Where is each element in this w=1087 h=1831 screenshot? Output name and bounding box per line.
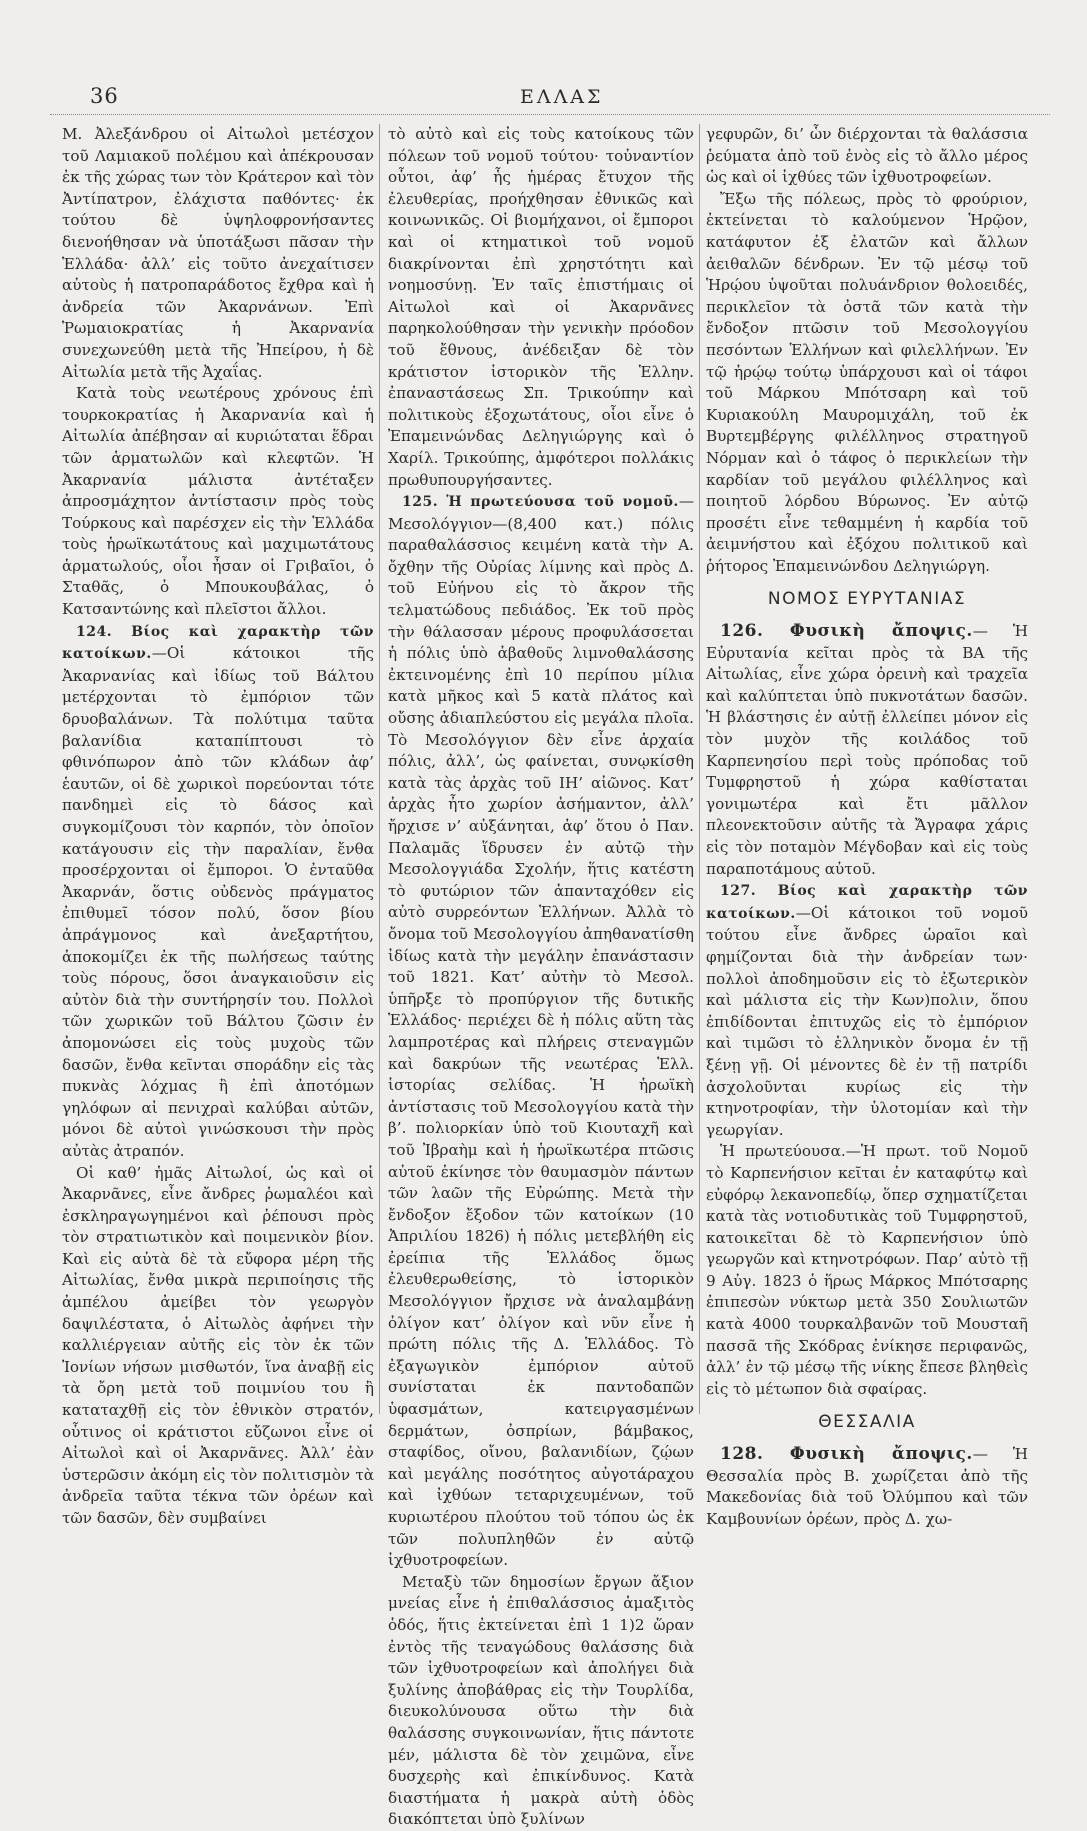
paragraph: Οἱ καθ’ ἡμᾶς Αἰτωλοί, ὡς καὶ οἱ Ἀκαρνᾶνες, εἶνε ἄνδρες ῥωμαλέοι καὶ ἐσκληραγωγημένοι καὶ ῥέπουσι πρὸς τὸν στρατιωτικὸν καὶ ποιμενικὸν βίον. Καὶ εἰς αὐτὰ δὲ τὰ εὔφορα μέρη τῆς Αἰτωλίας, ἔνθα μικρὰ περιποίησις τῆς ἀμπέλου ἀμείβει τὸν γεωργὸν δαψιλέστατα, ὁ Αἰτωλὸς ἀφήνει τὴν καλλιέργειαν αὐτῆς εἰς τὸν ἐκ τῶν Ἰονίων νήσων μισθωτόν, ἵνα ἀναβῇ εἰς τὰ ὄρη μετὰ τοῦ ποιμνίου του ἢ καταταχθῇ εἰς τὸν ἐθνικὸν στρατόν, οὗτινος οἱ κράτιστοι εὔζωνοι εἶνε οἱ Αἰτωλοὶ καὶ οἱ Ἀκαρνᾶνες. Ἀλλ’ ἐὰν ὑστερῶσιν ἀκόμη εἰς τὸν πολιτισμὸν τὰ ἀνδρεῖα ταῦτα τέκνα τῶν ὀρέων καὶ τῶν δασῶν, δὲν συμβαίνει <box>62 1163 374 1527</box>
paragraph: Μεταξὺ τῶν δημοσίων ἔργων ἄξιον μνείας εἶνε ἡ ἐπιθαλάσσιος ἁμαξιτὸς ὁδός, ἥτις ἐκτείνεται ἐπὶ 1 1)2 ὥραν ἐντὸς τῆς τεναγώδους θαλάσσης διὰ τῶν ἰχθυοτροφείων καὶ ἀπολήγει διὰ ξυλίνης ἀποβάθρας εἰς τὴν Τουρλίδα, διευκολύνουσα οὕτω τὴν διὰ θαλάσσης συγκοινωνίαν, ἥτις πάντοτε μέν, μάλιστα δὲ τὸν χειμῶνα, εἶνε δυσχερὴς καὶ ἐπικίνδυνος. Κατὰ διαστήματα ἡ μακρὰ αὐτὴ ὁδὸς διακόπτεται ὑπὸ ξυλίνων <box>388 1572 694 1829</box>
paragraph: γεφυρῶν, δι’ ὧν διέρχονται τὰ θαλάσσια ῥεύματα ἀπὸ τοῦ ἑνὸς εἰς τὸ ἄλλο μέρος ὡς καὶ οἱ ἰχθύες τῶν ἰχθυοτροφείων. <box>706 125 1028 187</box>
text-column-3 <box>706 124 1028 1528</box>
section-128 <box>706 1444 1028 1530</box>
region-title: ΘΕΣΣΑΛΙΑ <box>818 1412 916 1433</box>
section-124 <box>62 621 374 1163</box>
section-heading: 125. Ἡ πρωτεύουσα τοῦ νομοῦ. <box>402 494 679 511</box>
section-heading: 126. Φυσικὴ ἄποψις. <box>720 621 973 642</box>
capital-paragraph <box>706 1141 1028 1400</box>
column-separator-1 <box>379 124 380 1414</box>
section-heading: 127. Βίος καὶ χαρακτὴρ τῶν κατοίκων. <box>706 883 1028 922</box>
nomos-title: ΝΟΜΟΣ ΕΥΡΥΤΑΝΙΑΣ <box>767 589 967 610</box>
header-rule <box>50 114 1050 115</box>
text-column-2 <box>388 124 694 1829</box>
subsection-heading: Ἡ πρωτεύουσα. <box>720 1142 846 1161</box>
paragraph: Ἔξω τῆς πόλεως, πρὸς τὸ φρούριον, ἐκτείνεται τὸ καλούμενον Ἡρῷον, κατάφυτον ἐξ ἐλατῶν καὶ ἄλλων ἀειθαλῶν δένδρων. Ἐν τῷ μέσῳ τοῦ Ἡρῴου ὑψοῦται πολυάνδριον θολοειδές, περικλεῖον τὰ ὀστᾶ τῶν κατὰ τὴν ἔνδοξον πτῶσιν τοῦ Μεσολογγίου πεσόντων Ἑλλήνων καὶ φιλελλήνων. Ἐν τῷ ἡρῴῳ τούτῳ ὑπάρχουσι καὶ οἱ τάφοι τοῦ Μάρκου Μπότσαρη καὶ τοῦ Κυριακούλη Μαυρομιχάλη, τοῦ ἐκ Βυρτεμβέργης φιλέλληνος στρατηγοῦ Νόρμαν καὶ ὁ τάφος ὁ περικλείων τὴν καρδίαν τοῦ μεγάλου φιλέλληνος καὶ ποιητοῦ λόρδου Βύρωνος. Ἐν αὐτῷ προσέτι εἶνε τεθαμμένη ἡ καρδία τοῦ ἀειμνήστου καὶ ἐξόχου πολιτικοῦ καὶ ῥήτορος Ἐπαμεινώνδου Δεληγιώργη. <box>706 189 1028 575</box>
section-text: — Μεσολόγγιον—(8,400 κατ.) πόλις παραθαλάσσιος κειμένη κατὰ τὴν Α. ὄχθην τῆς Οὐρίας λίμνης καὶ πρὸς Δ. τοῦ Εὐήνου εἰς τὸ ἄκρον τῆς τελματώδους πεδιάδος. Ἐκ τοῦ πρὸς τὴν θάλασσαν μέρους προφυλάσσεται ἡ πόλις ὑπὸ ἀβαθοῦς λιμνοθαλάσσης ἐκτεινομένης ἐπὶ 10 περίπου μίλια κατὰ μῆκος καὶ 5 κατὰ πλάτος καὶ οὔσης ἀδιαπλεύστου εἰς μεγάλα πλοῖα. Τὸ Μεσολόγγιον δὲν εἶνε ἀρχαία πόλις, ἀλλ’, ὡς φαίνεται, συνῳκίσθη κατὰ τὰς ἀρχὰς τοῦ ΙΗ’ αἰῶνος. Κατ’ ἀρχὰς ἦτο χωρίον ἀσήμαντον, ἀλλ’ ἤρχισε ν’ αὐξάνηται, ἀφ’ ὅτου ὁ Παν. Παλαμᾶς ἵδρυσεν ἐν αὐτῷ τὴν Μεσολογγιάδα Σχολήν, ἥτις κατέστη τὸ φυτώριον τῶν ἀπανταχόθεν εἰς αὐτὸ συρρεόντων Ἑλλήνων. Ἀλλὰ τὸ ὄνομα τοῦ Μεσολογγίου ἀπηθανατίσθη ἰδίως κατὰ τὴν μεγάλην ἐπανάστασιν τοῦ 1821. Κατ’ αὐτὴν τὸ Μεσολ. ὑπῆρξε τὸ προπύργιον τῆς δυτικῆς Ἑλλάδος· περιέχει δὲ ἡ πόλις αὕτη τὰς λαμπροτέρας καὶ πλήρεις στεναγμῶν καὶ δακρύων τῆς νεωτέρας Ἑλλ. ἱστορίας σελίδας. Ἡ ἡρωϊκὴ ἀντίστασις τοῦ Μεσολογγίου κατὰ τὴν β’. πολιορκίαν ὑπὸ τοῦ Κιουταχῆ καὶ τοῦ Ἰβραὴμ καὶ ἡ ἡρωϊκωτέρα πτῶσις αὐτοῦ ἐκίνησε τὸν θαυμασμὸν πάντων τῶν λαῶν τῆς Εὐρώπης. Μετὰ τὴν ἔνδοξον ἔξοδον τῶν κατοίκων (10 Ἀπριλίου 1826) ἡ πόλις μετεβλήθη εἰς ἐρείπια τῆς Ἑλλάδος ὅμως ἐλευθερωθείσης, τὸ ἱστορικὸν Μεσολόγγιον ἤρχισε νὰ ἀναλαμβάνῃ ὀλίγον κατ’ ὀλίγον καὶ νῦν εἶνε ἡ πρώτη πόλις τῆς Δ. Ἑλλάδος. Τὸ ἐξαγωγικὸν ἐμπόριον αὐτοῦ συνίσταται ἐκ παντοδαπῶν ὑφασμάτων, κατειργασμένων δερμάτων, ὀσπρίων, βάμβακος, σταφίδος, οἴνου, βαλανιδίων, ζῴων καὶ μεγάλης ποσότητος αὐγοτάραχου καὶ ἰχθύων τεταριχευμένων, τοῦ κυριωτέρου πλούτου τοῦ τόπου ὡς ἐκ τῶν πολυπληθῶν ἐν αὐτῷ ἰχθυοτροφείων. <box>388 492 694 1570</box>
section-text: — Ἡ Εὐρυτανία κεῖται πρὸς τὰ ΒΑ τῆς Αἰτωλίας, εἶνε χώρα ὀρεινὴ καὶ τραχεῖα καὶ καλύπτεται ὑπὸ πυκνοτάτων δασῶν. Ἡ βλάστησις ἐν αὐτῇ ἐλλείπει μόνον εἰς τὸν μυχὸν τῆς κοιλάδος τοῦ Καρπενησίου περὶ τοὺς πρόποδας τοῦ Τυμφρηστοῦ ἡ χώρα καθίσταται γονιμωτέρα καὶ ἔτι μᾶλλον πλεονεκτοῦσιν αὐτῆς τὰ Ἄγραφα χάρις εἰς τὸν ποταμὸν Μέγδοβαν καὶ εἰς τοὺς παραποτάμους αὐτοῦ. <box>706 622 1028 878</box>
section-127 <box>706 880 1028 1141</box>
section-text: —Οἱ κάτοικοι τῆς Ἀκαρνανίας καὶ ἰδίως τοῦ Βάλτου μετέρχονται τὸ ἐμπόριον τῶν δρυοβαλάνων. Τὰ πολύτιμα ταῦτα βαλανίδια καταπίπτουσι τὸ φθινόπωρον ἀπὸ τῶν κλάδων ἀφ’ ἑαυτῶν, οἱ δὲ χωρικοὶ πορεύονται τότε πανδημεὶ εἰς τὸ δάσος καὶ συγκομίζουσι τὸν καρπόν, τὸν ὁποῖον κατάγουσιν εἰς τὴν παραλίαν, ἔνθα προσέρχονται οἱ ἔμποροι. Ὁ ἐνταῦθα Ἀκαρνάν, ὅστις οὐδενὸς πράγματος ἐπιθυμεῖ τόσον πολύ, ὅσον βίου ἀπράγμονος καὶ ἀνεξαρτήτου, ἀποκομίζει ἐκ τῆς πωλήσεως ταύτης τοὺς πόρους, ὅσοι ἀναγκαιοῦσιν εἰς αὐτὸν διὰ τὴν συντήρησίν του. Πολλοὶ τῶν χωρικῶν τοῦ Βάλτου ζῶσιν ἐν ἀπομονώσει εἰς τοὺς μυχοὺς τῶν δασῶν, ἔνθα κεῖνται σποράδην εἰς τὰς πυκνὰς λόχμας ἢ ἐπὶ ἀποτόμων γηλόφων αἱ πενιχραὶ καλύβαι αὐτῶν, μόνοι δὲ αὐτοὶ γινώσκουσι τὴν πρὸς αὐτὰς ἀτραπόν. <box>62 644 374 1160</box>
page-header <box>50 84 1050 118</box>
section-text: — Ἡ Θεσσαλία πρὸς Β. χωρίζεται ἀπὸ τῆς Μακεδονίας διὰ τοῦ Ὀλύμπου καὶ τῶν Καμβουνίων ὀρέων, πρὸς Δ. χω- <box>706 1445 1028 1528</box>
section-heading: 128. Φυσικὴ ἄποψις. <box>720 1444 973 1465</box>
running-title: ΕΛΛΑΣ <box>520 86 604 108</box>
section-heading: 124. Βίος καὶ χαρακτὴρ τῶν κατοίκων. <box>62 623 374 663</box>
section-text: —Οἱ κάτοικοι τοῦ νομοῦ τούτου εἶνε ἄνδρες ὡραῖοι καὶ φημίζονται διὰ τὴν ἀνδρείαν των· πολλοὶ ἀποδημοῦσιν εἰς τὸ ἐξωτερικὸν καὶ μάλιστα εἰς τὴν Κων)πολιν, ὅπου ἐπιδίδονται ἐπιτυχῶς εἰς τὸ ἐμπόριον καὶ τιμῶσι τὸ ἑλληνικὸν ὄνομα ἐν τῇ ξένῃ γῇ. Οἱ μένοντες δὲ ἐν τῇ πατρίδι ἀσχολοῦνται κυρίως εἰς τὴν κτηνοτροφίαν, τὴν ὑλοτομίαν καὶ τὴν γεωργίαν. <box>706 903 1028 1139</box>
column-separator-2 <box>699 124 700 1414</box>
paragraph: τὸ αὐτὸ καὶ εἰς τοὺς κατοίκους τῶν πόλεων τοῦ νομοῦ τούτου· τοὐναντίον οὗτοι, ἀφ’ ἧς ἡμέρας ἔτυχον τῆς ἐλευθερίας, προήχθησαν ἐθνικῶς καὶ κοινωνικῶς. Οἱ βιομήχανοι, οἱ ἔμποροι καὶ οἱ κτηματικοὶ τοῦ νομοῦ διακρίνονται ἐπὶ χρηστότητι καὶ νοημοσύνῃ. Ἐν ταῖς ἐπιστήμαις οἱ Αἰτωλοὶ καὶ οἱ Ἀκαρνᾶνες παρηκολούθησαν τὴν γενικὴν πρόοδον τοῦ ἔθνους, ἀνέδειξαν δὲ τὸν κράτιστον ἱστορικὸν τῆς Ἑλλην. ἐπαναστάσεως Σπ. Τρικούπην καὶ πολιτικοὺς ἐξοχωτάτους, οἷοι εἶνε ὁ Ἐπαμεινώνδας Δεληγιώργης καὶ ὁ Χαρίλ. Τρικούπης, ἀμφότεροι πολλάκις πρωθυπουργήσαντες. <box>388 125 694 489</box>
text-column-1 <box>62 124 374 1527</box>
section-126 <box>706 621 1028 880</box>
page-number: 36 <box>90 84 119 108</box>
paragraph: Μ. Ἀλεξάνδρου οἱ Αἰτωλοὶ μετέσχον τοῦ Λαμιακοῦ πολέμου καὶ ἀπέκρουσαν ἐκ τῆς χώρας των τὸν Κράτερον καὶ τὸν Ἀντίπατρον, ἐλάχιστα παθόντες· ἐκ τούτου δὲ ὑψηλοφρονήσαντες διενοήθησαν νὰ ὑποτάξωσι πᾶσαν τὴν Ἑλλάδα· ἀλλ’ εἰς τοῦτο ἀνεχαίτισεν αὐτοὺς ἡ πατροπαράδοτος ἔχθρα καὶ ἡ ἀνδρεία τῶν Ἀκαρνάνων. Ἐπὶ Ῥωμαιοκρατίας ἡ Ἀκαρνανία συνεχωνεύθη μετὰ τῆς Ἠπείρου, ἡ δὲ Αἰτωλία μετὰ τῆς Ἀχαΐας. <box>62 125 374 381</box>
paragraph: Κατὰ τοὺς νεωτέρους χρόνους ἐπὶ τουρκοκρατίας ἡ Ἀκαρνανία καὶ ἡ Αἰτωλία ἀπέβησαν αἱ κυριώταται ἕδραι τῶν ἁρματωλῶν καὶ κλεφτῶν. Ἡ Ἀκαρνανία μάλιστα ἀντέταξεν ἀπροσμάχητον ἀντίστασιν πρὸς τοὺς Τούρκους καὶ παρέσχεν εἰς τὴν Ἑλλάδα τοὺς ἡρωϊκωτάτους καὶ μαχιμωτάτους ἁρματωλούς, οἷοι ἦσαν οἱ Γριβαῖοι, ὁ Σταθᾶς, ὁ Μπουκουβάλας, ὁ Κατσαντώνης καὶ πλεῖστοι ἄλλοι. <box>62 384 374 619</box>
section-125 <box>388 491 694 1572</box>
section-text: —Ἡ πρωτ. τοῦ Νομοῦ τὸ Καρπενήσιον κεῖται ἐν καταφύτῳ καὶ εὐφόρῳ λεκανοπεδίῳ, ὅπερ σχηματίζεται κατὰ τὰς νοτιοδυτικὰς τοῦ Τυμφρηστοῦ, κατοικεῖται δὲ τὸ Καρπενήσιον ὑπὸ γεωργῶν καὶ κτηνοτρόφων. Παρ’ αὐτὸ τῇ 9 Αὐγ. 1823 ὁ ἥρως Μάρκος Μπότσαρης ἐπιπεσὼν νύκτωρ μετὰ 350 Σουλιωτῶν κατὰ 4000 τουρκαλβανῶν τοῦ Μουσταῆ πασσᾶ τῆς Σκόδρας ἐνίκησε περιφανῶς, ἀλλ’ ἐν τῷ μέσῳ τῆς νίκης ἔπεσε βληθεὶς εἰς τὸ μέτωπον διὰ σφαίρας. <box>706 1142 1028 1398</box>
